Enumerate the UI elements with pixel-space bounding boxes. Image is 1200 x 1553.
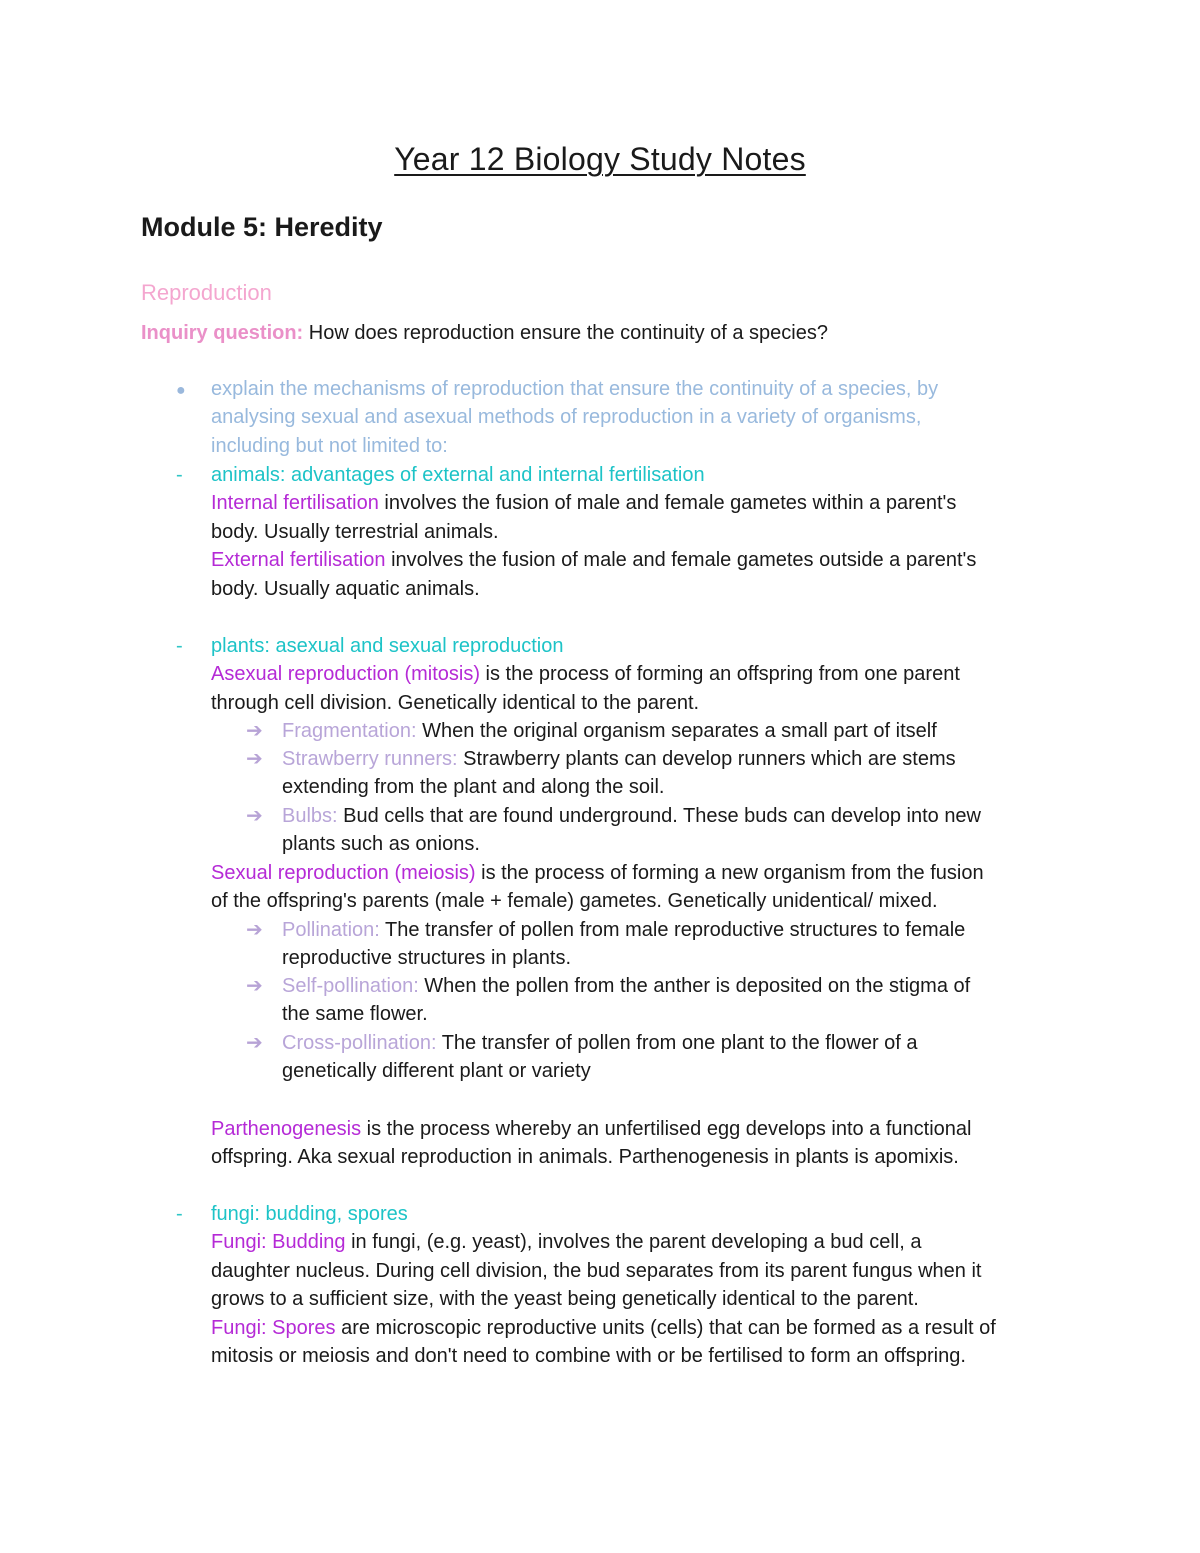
sexual-item <box>282 916 1082 973</box>
item-desc: Strawberry plants can develop runners which are stems <box>457 748 956 770</box>
section-heading: Reproduction <box>141 280 272 305</box>
external-desc-cont: body. Usually aquatic animals. <box>211 577 480 600</box>
animals-heading: animals: advantages of external and internal fertilisation <box>211 464 705 486</box>
plants-section <box>211 632 1081 717</box>
item-desc-cont: plants such as onions. <box>282 833 480 856</box>
arrow-marker: ➔ <box>246 748 263 770</box>
external-term: External fertilisation <box>211 549 386 572</box>
bullet-dot: ● <box>176 382 186 399</box>
outcome-line: analysing sexual and asexual methods of reproduction in a variety of organisms, <box>211 406 922 429</box>
item-desc: Bud cells that are found underground. These buds can develop into new <box>337 805 982 827</box>
item-term: Fragmentation: <box>282 720 417 742</box>
internal-desc-cont: body. Usually terrestrial animals. <box>211 520 499 543</box>
outcome-line: including but not limited to: <box>211 434 448 457</box>
sexual-desc: is the process of forming a new organism from the fusion <box>475 862 984 884</box>
item-desc: When the pollen from the anther is deposited on the stigma of <box>418 975 971 997</box>
plants-heading: plants: asexual and sexual reproduction <box>211 635 564 657</box>
asexual-item <box>282 717 1082 745</box>
arrow-marker: ➔ <box>246 720 263 742</box>
parth-term: Parthenogenesis <box>211 1118 362 1140</box>
external-fertilisation-line <box>211 546 1081 574</box>
sexual-item <box>282 972 1082 1029</box>
fungi-heading: fungi: budding, spores <box>211 1203 408 1225</box>
asexual-item <box>282 745 1082 802</box>
arrow-marker: ➔ <box>246 975 263 997</box>
asexual-term: Asexual reproduction (mitosis) <box>211 663 480 686</box>
budding-desc-cont: grows to a sufficient size, with the yeast being genetically identical to the parent. <box>211 1288 919 1311</box>
asexual-line <box>211 660 1081 688</box>
outcome-text <box>211 375 1081 460</box>
item-desc: When the original organism separates a small part of itself <box>416 720 937 742</box>
sexual-desc-cont: of the offspring's parents (male + female) gametes. Genetically unidentical/ mixed. <box>211 890 938 913</box>
dash-marker: - <box>176 464 183 486</box>
parth-desc-cont: offspring. Aka sexual reproduction in animals. Parthenogenesis in plants is apomixis. <box>211 1146 959 1169</box>
fungi-section <box>211 1200 1081 1370</box>
sexual-reproduction <box>211 859 1081 916</box>
internal-fertilisation-line <box>211 489 1081 517</box>
spores-term: Fungi: Spores <box>211 1316 336 1339</box>
spores-desc-cont: mitosis or meiosis and don't need to combine with or be fertilised to form an offspring. <box>211 1345 966 1368</box>
item-term: Pollination: <box>282 919 380 941</box>
inquiry-question <box>141 319 1101 347</box>
item-desc-cont: the same flower. <box>282 1003 428 1026</box>
internal-term: Internal fertilisation <box>211 492 379 515</box>
animals-section <box>211 461 1081 603</box>
arrow-marker: ➔ <box>246 805 263 827</box>
inquiry-label: Inquiry question: <box>141 322 304 344</box>
outcome-line: explain the mechanisms of reproduction that ensure the continuity of a species, by <box>211 378 939 400</box>
item-desc-cont: extending from the plant and along the soil. <box>282 776 665 799</box>
budding-desc-cont: daughter nucleus. During cell division, the bud separates from its parent fungus when it <box>211 1259 982 1282</box>
sexual-item <box>282 1029 1082 1086</box>
dash-marker: - <box>176 1203 183 1225</box>
item-term: Bulbs: <box>282 805 338 827</box>
inquiry-text: How does reproduction ensure the continuity of a species? <box>303 322 828 344</box>
external-desc: involves the fusion of male and female gametes outside a parent's <box>385 549 977 572</box>
item-desc-cont: reproductive structures in plants. <box>282 947 572 970</box>
item-term: Strawberry runners: <box>282 748 458 770</box>
internal-desc: involves the fusion of male and female gametes within a parent's <box>378 492 957 515</box>
item-desc-cont: genetically different plant or variety <box>282 1060 591 1083</box>
parthenogenesis <box>211 1115 1081 1172</box>
budding-desc: in fungi, (e.g. yeast), involves the parent developing a bud cell, a <box>345 1231 922 1254</box>
arrow-marker: ➔ <box>246 919 263 941</box>
item-term: Self-pollination: <box>282 975 419 997</box>
parth-desc: is the process whereby an unfertilised egg develops into a functional <box>361 1118 972 1140</box>
dash-marker: - <box>176 635 183 657</box>
item-desc: The transfer of pollen from one plant to the flower of a <box>436 1032 918 1054</box>
arrow-marker: ➔ <box>246 1032 263 1054</box>
item-desc: The transfer of pollen from male reproductive structures to female <box>379 919 966 941</box>
module-heading: Module 5: Heredity <box>141 212 383 242</box>
document-title: Year 12 Biology Study Notes <box>394 141 806 177</box>
asexual-item <box>282 802 1082 859</box>
spores-desc: are microscopic reproductive units (cells) that can be formed as a result of <box>335 1316 996 1339</box>
item-term: Cross-pollination: <box>282 1032 437 1054</box>
asexual-desc-cont: through cell division. Genetically identical to the parent. <box>211 691 700 714</box>
asexual-desc: is the process of forming an offspring from one parent <box>480 663 960 686</box>
budding-term: Fungi: Budding <box>211 1231 346 1254</box>
sexual-term: Sexual reproduction (meiosis) <box>211 862 476 884</box>
